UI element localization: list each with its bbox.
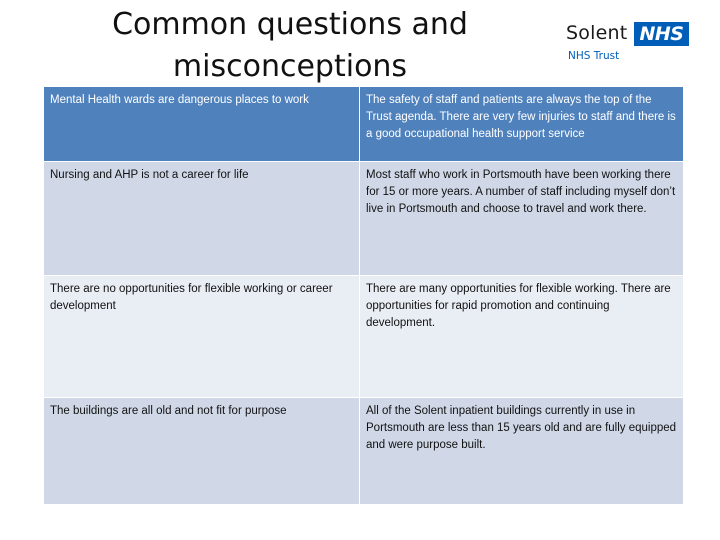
logo-solent-text: Solent [566, 22, 628, 44]
misconception-cell: Nursing and AHP is not a career for life [44, 162, 360, 276]
questions-table [43, 86, 684, 505]
answer-cell: Most staff who work in Portsmouth have been working there for 15 or more years. A number of staff including myself don’t live in Portsmouth and choose to travel and work there. [360, 162, 684, 276]
answer-cell: There are many opportunities for flexible working. There are opportunities for rapid promotion and continuing development. [360, 276, 684, 398]
table-row [44, 398, 684, 505]
answer-cell: The safety of staff and patients are always the top of the Trust agenda. There are very few injuries to staff and there is a good occupational health support service [360, 87, 684, 162]
misconception-cell: There are no opportunities for flexible working or career development [44, 276, 360, 398]
table-row [44, 87, 684, 162]
answer-cell: All of the Solent inpatient buildings currently in use in Portsmouth are less than 15 years old and are fully equipped and were purpose built. [360, 398, 684, 505]
table-row [44, 162, 684, 276]
slide-title: Common questions and misconceptions [112, 7, 468, 84]
solent-nhs-logo [566, 20, 696, 70]
misconception-cell: The buildings are all old and not fit for purpose [44, 398, 360, 505]
nhs-logo-badge: NHS [634, 22, 689, 46]
table-row [44, 276, 684, 398]
misconception-cell: Mental Health wards are dangerous places to work [44, 87, 360, 162]
logo-trust-text: NHS Trust [568, 50, 620, 62]
